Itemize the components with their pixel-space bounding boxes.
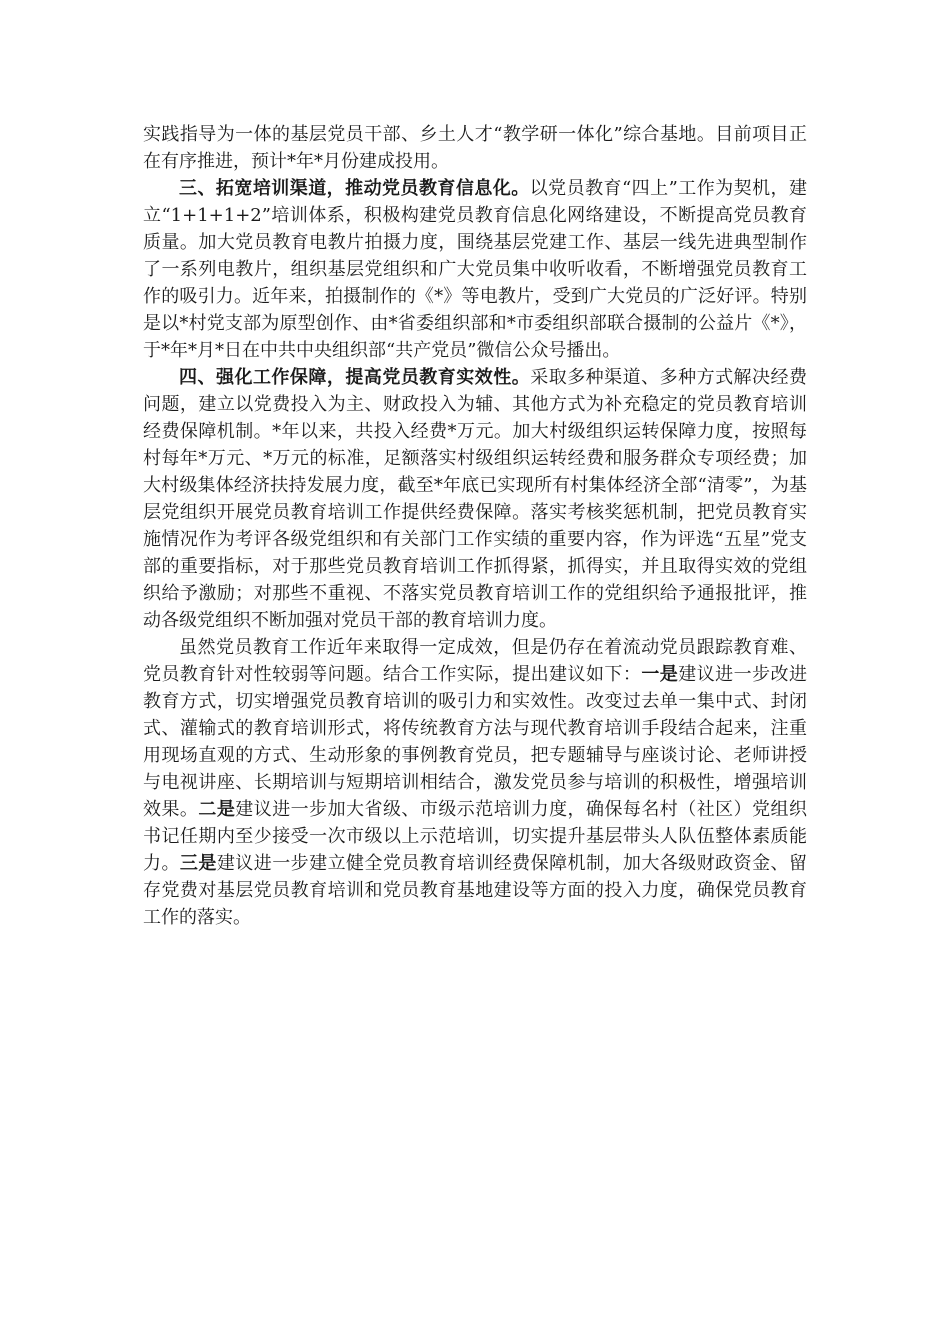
- paragraph-section-4: [143, 364, 807, 634]
- paragraph-continuation: [143, 121, 807, 175]
- suggestions-intro: 虽然党员教育工作近年来取得一定成效，但是仍存在着流动党员跟踪教育难、党员教育针对性较弱等问题。结合工作实际，提出建议如下：: [143, 637, 807, 685]
- suggestion-label-3: 三是: [179, 853, 217, 874]
- paragraph-text: 实践指导为一体的基层党员干部、乡土人才“教学研一体化”综合基地。目前项目正在有序推进，预计*年*月份建成投用。: [143, 124, 807, 172]
- paragraph-suggestions: [143, 634, 807, 931]
- paragraph-text: 以党员教育“四上”工作为契机，建立“1+1+1+2”培训体系，积极构建党员教育信息化网络建设，不断提高党员教育质量。加大党员教育电教片拍摄力度，围绕基层党建工作、基层一线先进典型制作了一系列电教片，组织基层党组织和广大党员集中收听收看，不断增强党员教育工作的吸引力。近年来，拍摄制作的《*》等电教片，受到广大党员的广泛好评。特别是以*村党支部为原型创作、由*省委组织部和*市委组织部联合摄制的公益片《*》，于*年*月*日在中共中央组织部“共产党员”微信公众号播出。: [143, 178, 808, 361]
- suggestion-text-2: 建议进一步加大省级、市级示范培训力度，确保每名村（社区）党组织书记任期内至少接受一次市级以上示范培训，切实提升基层带头人队伍整体素质能力。: [143, 799, 808, 874]
- paragraph-section-3: [143, 175, 807, 364]
- suggestion-text-3: 建议进一步建立健全党员教育培训经费保障机制，加大各级财政资金、留存党费对基层党员教育培训和党员教育基地建设等方面的投入力度，确保党员教育工作的落实。: [143, 853, 808, 928]
- suggestion-text-1: 建议进一步改进教育方式，切实增强党员教育培训的吸引力和实效性。改变过去单一集中式、封闭式、灌输式的教育培训形式，将传统教育方法与现代教育培训手段结合起来，注重用现场直观的方式、生动形象的事例教育党员，把专题辅导与座谈讨论、老师讲授与电视讲座、长期培训与短期培训相结合，激发党员参与培训的积极性，增强培训效果。: [143, 664, 808, 820]
- section-heading-4: 四、强化工作保障，提高党员教育实效性。: [179, 367, 531, 388]
- section-heading-3: 三、拓宽培训渠道，推动党员教育信息化。: [179, 178, 530, 199]
- suggestion-label-1: 一是: [641, 664, 679, 685]
- paragraph-text: 采取多种渠道、多种方式解决经费问题，建立以党费投入为主、财政投入为辅、其他方式为补充稳定的党员教育培训经费保障机制。*年以来，共投入经费*万元。加大村级组织运转保障力度，按照每村每年*万元、*万元的标准，足额落实村级组织运转经费和服务群众专项经费；加大村级集体经济扶持发展力度，截至*年底已实现所有村集体经济全部“清零”，为基层党组织开展党员教育培训工作提供经费保障。落实考核奖惩机制，把党员教育实施情况作为考评各级党组织和有关部门工作实绩的重要内容，作为评选“五星”党支部的重要指标，对于那些党员教育培训工作抓得紧，抓得实，并且取得实效的党组织给予激励；对那些不重视、不落实党员教育培训工作的党组织给予通报批评，推动各级党组织不断加强对党员干部的教育培训力度。: [143, 367, 808, 631]
- document-body: [143, 121, 807, 931]
- suggestion-label-2: 二是: [198, 799, 236, 820]
